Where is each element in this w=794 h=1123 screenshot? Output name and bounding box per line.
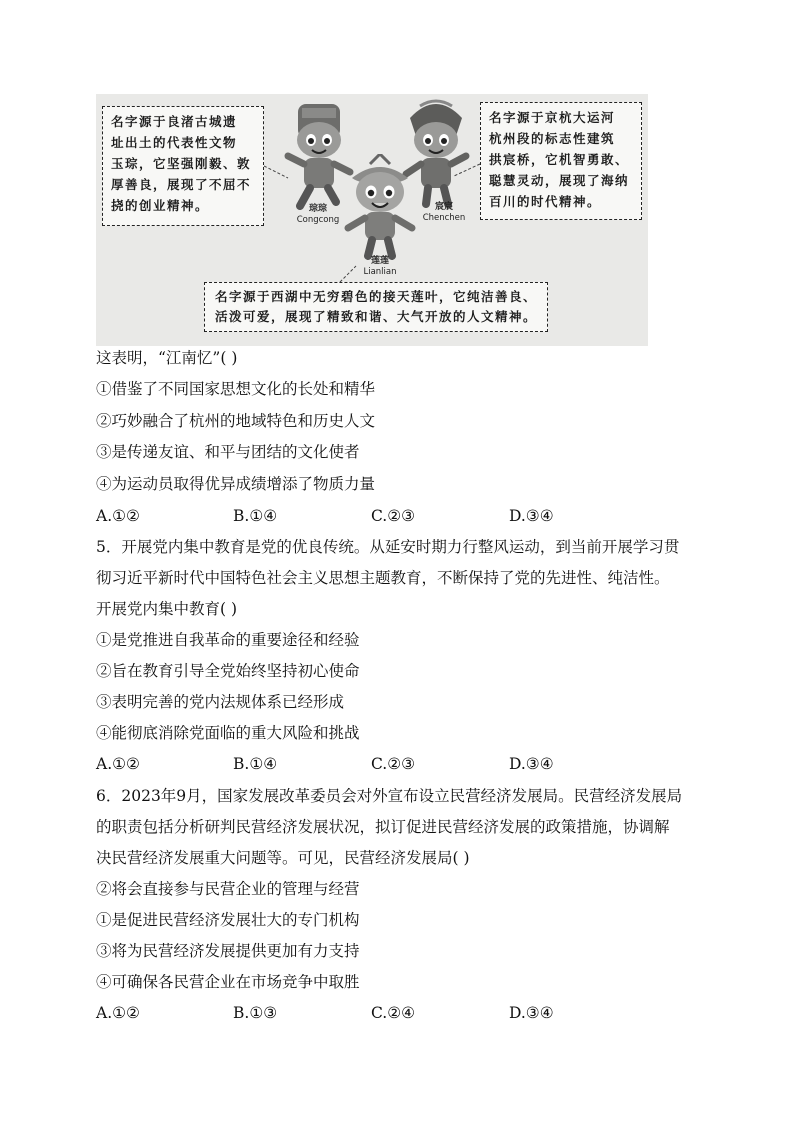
q6-option-b[interactable]: B.①③ [233,1004,278,1022]
lianlian-label [350,256,410,278]
q6-option-a[interactable]: A.①② [96,1004,140,1022]
q4-item-4: ④为运动员取得优异成绩增添了物质力量 [96,475,376,493]
q6-item-1: ②将会直接参与民营企业的管理与经营 [96,880,360,898]
q5-stem-line-1: 5．开展党内集中教育是党的优良传统。从延安时期力行整风运动，到当前开展学习贯 [96,538,680,556]
q5-option-b[interactable]: B.①④ [233,755,278,773]
q4-stem: 这表明，“江南忆”( ) [96,349,238,367]
caption-line: 百川的时代精神。 [489,194,602,209]
lianlian-mascot-illustration [340,154,420,260]
q5-stem-line-3: 开展党内集中教育( ) [96,600,238,618]
q5-stem-line-2: 彻习近平新时代中国特色社会主义思想主题教育，不断保持了党的先进性、纯洁性。 [96,569,670,587]
mascot-name-cn: 琮琮 [308,204,327,214]
mascot-name-en: Lianlian [363,267,397,277]
q6-stem-line-3: 决民营经济发展重大问题等。可见，民营经济发展局( ) [96,849,470,867]
q5-option-d[interactable]: D.③④ [509,755,554,773]
mascot-name-cn: 宸宸 [434,202,453,212]
q4-option-a[interactable]: A.①② [96,507,140,525]
caption-line: 名字源于京杭大运河 [489,110,616,125]
caption-line: 拱宸桥，它机智勇敢、 [489,152,630,167]
chenchen-label [414,202,474,224]
q5-item-2: ②旨在教育引导全党始终坚持初心使命 [96,662,360,680]
q4-item-2: ②巧妙融合了杭州的地域特色和历史人文 [96,412,376,430]
caption-line: 杭州段的标志性建筑 [489,131,616,146]
q4-option-d[interactable]: D.③④ [509,507,554,525]
mascot-name-en: Congcong [296,215,340,225]
q6-item-3: ③将为民营经济发展提供更加有力支持 [96,942,360,960]
q5-item-4: ④能彻底消除党面临的重大风险和挑战 [96,724,360,742]
q6-item-2: ①是促进民营经济发展壮大的专门机构 [96,911,360,929]
q5-item-1: ①是党推进自我革命的重要途径和经验 [96,631,360,649]
q4-option-b[interactable]: B.①④ [233,507,278,525]
caption-line: 名字源于良渚古城遗 [111,114,238,129]
q5-item-3: ③表明完善的党内法规体系已经形成 [96,693,345,711]
mascot-name-cn: 莲莲 [370,256,389,266]
caption-line: 玉琮，它坚强刚毅、敦 [111,156,252,171]
q4-item-3: ③是传递友谊、和平与团结的文化使者 [96,443,360,461]
caption-line: 址出土的代表性文物 [111,135,238,150]
q6-item-4: ④可确保各民营企业在市场竞争中取胜 [96,973,360,991]
mascot-name-en: Chenchen [422,213,466,223]
congcong-label [288,204,348,226]
caption-lianlian [204,282,548,332]
q4-item-1: ①借鉴了不同国家思想文化的长处和精华 [96,380,376,398]
q5-option-a[interactable]: A.①② [96,755,140,773]
q4-option-c[interactable]: C.②③ [371,507,416,525]
caption-line: 挠的创业精神。 [111,198,210,213]
q6-stem-line-2: 的职责包括分析研判民营经济发展状况，拟订促进民营经济发展的政策措施，协调解 [96,818,670,836]
q5-option-c[interactable]: C.②③ [371,755,416,773]
q6-option-c[interactable]: C.②④ [371,1004,416,1022]
caption-line: 聪慧灵动，展现了海纳 [489,173,630,188]
q6-option-d[interactable]: D.③④ [509,1004,554,1022]
caption-line: 活泼可爱，展现了精致和谐、大气开放的人文精神。 [215,309,538,324]
caption-line: 厚善良，展现了不屈不 [111,177,252,192]
mascot-figure [96,94,648,346]
caption-line: 名字源于西湖中无穷碧色的接天莲叶，它纯洁善良、 [215,289,538,304]
q6-stem-line-1: 6．2023年9月，国家发展改革委员会对外宣布设立民营经济发展局。民营经济发展局 [96,787,683,805]
